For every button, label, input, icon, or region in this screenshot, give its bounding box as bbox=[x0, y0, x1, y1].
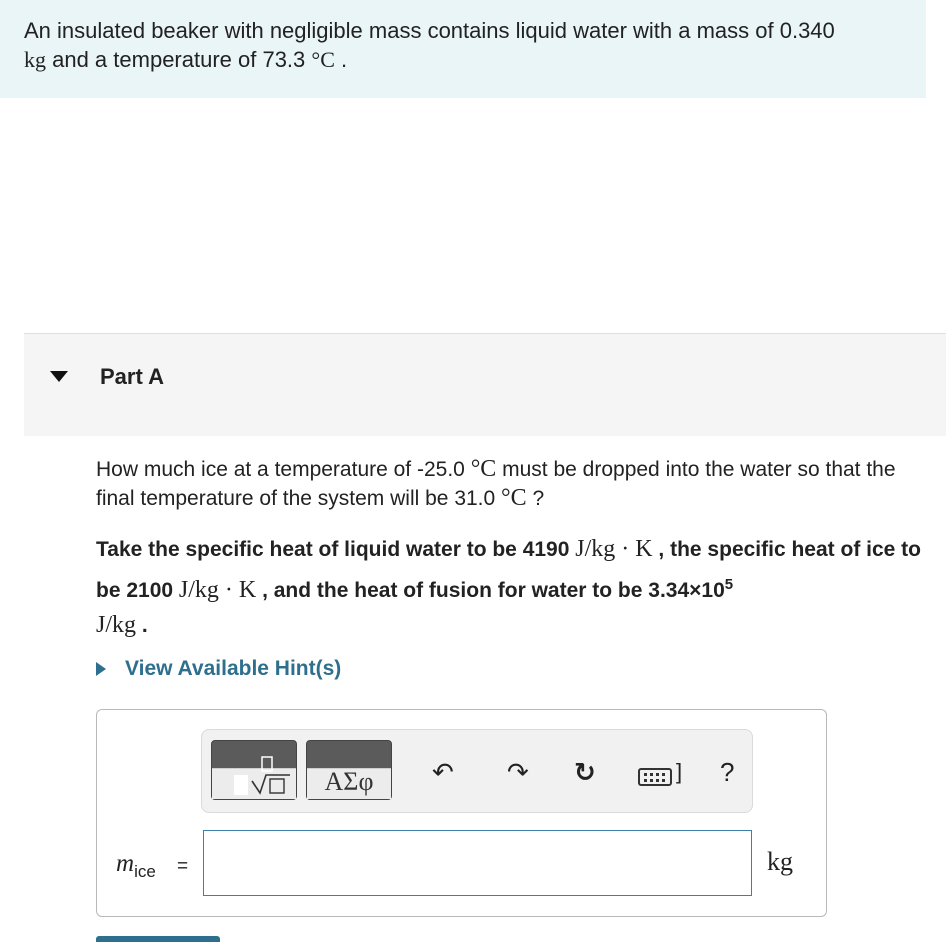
help-icon[interactable]: ? bbox=[720, 757, 735, 787]
templates-icon bbox=[212, 741, 296, 799]
given-constants: Take the specific heat of liquid water to be 4190 J/kg · K , the specific heat of ice to be 2100 J/kg · K , and the heat of fusion for water to be $3.34\times 10^5$ J/kg . bbox=[96, 536, 921, 638]
part-a-header[interactable] bbox=[24, 333, 946, 436]
submit-button[interactable] bbox=[96, 936, 220, 942]
keyboard-bracket: ] bbox=[676, 759, 683, 784]
answer-variable: $m_{ice}$ bbox=[116, 850, 156, 881]
answer-box bbox=[96, 709, 827, 917]
intro-text-2: and a temperature of 73.3 bbox=[46, 47, 312, 72]
equals-sign: = bbox=[177, 856, 189, 877]
collapse-caret-icon[interactable] bbox=[50, 371, 68, 382]
fusion-unit: J/kg bbox=[96, 612, 137, 638]
undo-icon[interactable]: ↶ bbox=[432, 757, 454, 787]
greek-symbols-button[interactable] bbox=[306, 740, 392, 800]
exponent: 5 bbox=[724, 576, 734, 593]
templates-button[interactable] bbox=[211, 740, 297, 800]
keyboard-icon[interactable] bbox=[638, 768, 672, 786]
mass-unit: kg bbox=[24, 47, 46, 72]
expand-caret-icon bbox=[96, 662, 106, 676]
problem-intro bbox=[0, 0, 926, 98]
symbols-label: ΑΣφ bbox=[324, 767, 374, 796]
hint-label: View Available Hint(s) bbox=[125, 657, 342, 680]
part-title: Part A bbox=[100, 364, 164, 389]
intro-text-3: . bbox=[334, 47, 348, 72]
answer-unit: kg bbox=[767, 847, 793, 876]
specific-heat-unit-ice: J/kg · K bbox=[178, 577, 257, 603]
temp-unit: °C bbox=[311, 47, 335, 72]
temp-unit-1: °C bbox=[470, 456, 497, 482]
variable-subscript: ice bbox=[134, 862, 156, 881]
math-toolbar bbox=[201, 729, 753, 813]
question-text: How much ice at a temperature of -25.0 °C must be dropped into the water so that the final temperature of the system will be 31.0 °C ? bbox=[96, 456, 896, 511]
redo-icon[interactable]: ↷ bbox=[507, 757, 529, 787]
answer-input[interactable] bbox=[203, 830, 752, 896]
temp-unit-2: °C bbox=[501, 485, 527, 511]
specific-heat-unit-water: J/kg · K bbox=[575, 536, 653, 562]
intro-text: An insulated beaker with negligible mass contains liquid water with a mass of 0.340 bbox=[24, 18, 835, 43]
view-hints-link[interactable] bbox=[96, 657, 341, 681]
reset-icon[interactable]: ↻ bbox=[574, 757, 596, 787]
